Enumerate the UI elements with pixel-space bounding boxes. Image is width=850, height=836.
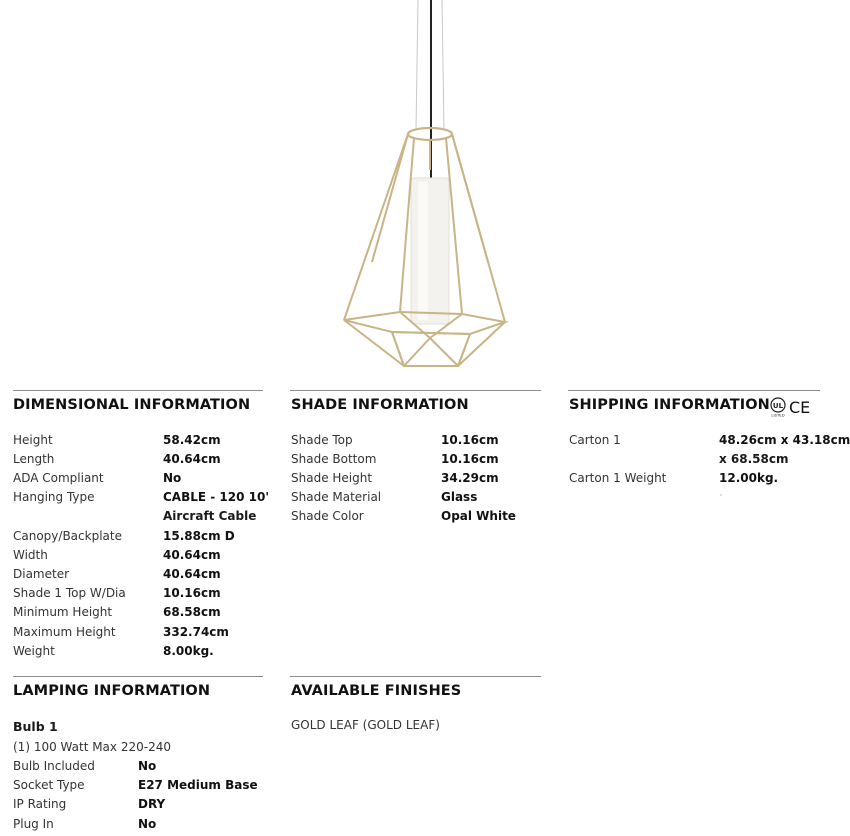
spec-value: 15.88cm D (163, 529, 235, 543)
spec-value: DRY (138, 797, 166, 811)
spec-label: Plug In (13, 817, 54, 831)
spec-value: No (163, 471, 182, 485)
spec-label: Bulb Included (13, 759, 95, 773)
spec-label: Length (13, 452, 55, 466)
spec-label: Height (13, 433, 53, 447)
divider-shade (290, 390, 541, 391)
spec-label: Carton 1 Weight (569, 471, 667, 485)
spec-value: No (138, 817, 157, 831)
svg-text:LISTED: LISTED (771, 412, 785, 418)
spec-value: 68.58cm (163, 605, 221, 619)
spec-label: Shade Color (291, 509, 364, 523)
spec-value: 10.16cm (441, 433, 499, 447)
spec-value: 332.74cm (163, 625, 229, 639)
pendant-lamp-image (330, 0, 520, 372)
spec-label: Socket Type (13, 778, 85, 792)
spec-label: Minimum Height (13, 605, 113, 619)
spec-label: Shade Bottom (291, 452, 377, 466)
spec-value: 40.64cm (163, 567, 221, 581)
spec-label: Shade 1 Top W/Dia (13, 586, 126, 600)
spec-label: Carton 1 (569, 433, 621, 447)
spec-value: 34.29cm (441, 471, 499, 485)
spec-label: Hanging Type (13, 490, 95, 504)
spec-value: 40.64cm (163, 548, 221, 562)
spec-value-continued: x 68.58cm (719, 452, 789, 466)
ce-mark-icon (789, 398, 810, 417)
finishes-title: AVAILABLE FINISHES (291, 683, 462, 699)
spec-label: ADA Compliant (13, 471, 104, 485)
spec-label: Maximum Height (13, 625, 116, 639)
divider-lamping (13, 676, 263, 677)
spec-label: Weight (13, 644, 55, 658)
divider-dimensional (13, 390, 263, 391)
spec-value: E27 Medium Base (138, 778, 258, 792)
spec-value: 12.00kg. (719, 471, 779, 485)
spec-value: 58.42cm (163, 433, 221, 447)
finish-item: GOLD LEAF (GOLD LEAF) (291, 718, 440, 732)
spec-value: CABLE - 120 10' (163, 490, 270, 504)
spec-label: Diameter (13, 567, 70, 581)
spec-label: Shade Top (291, 433, 353, 447)
spec-value: No (138, 759, 157, 773)
spec-label: Canopy/Backplate (13, 529, 122, 543)
stray-mark (720, 494, 722, 496)
certification-marks (769, 397, 825, 417)
spec-value: 8.00kg. (163, 644, 214, 658)
bulb-description: (1) 100 Watt Max 220-240 (13, 740, 171, 754)
spec-value: 40.64cm (163, 452, 221, 466)
bulb-title: Bulb 1 (13, 719, 58, 734)
lamping-title: LAMPING INFORMATION (13, 683, 211, 699)
shade-title: SHADE INFORMATION (291, 397, 469, 413)
shipping-title: SHIPPING INFORMATION (569, 397, 770, 413)
spec-label: IP Rating (13, 797, 67, 811)
spec-value-continued: Aircraft Cable (163, 509, 257, 523)
spec-label: Shade Height (291, 471, 373, 485)
spec-value: 10.16cm (441, 452, 499, 466)
spec-value: Glass (441, 490, 478, 504)
spec-label: Shade Material (291, 490, 382, 504)
divider-finishes (290, 676, 541, 677)
spec-value: 10.16cm (163, 586, 221, 600)
spec-value: Opal White (441, 509, 516, 523)
svg-text:UL: UL (772, 402, 784, 410)
dimensional-title: DIMENSIONAL INFORMATION (13, 397, 251, 413)
ul-listed-icon (771, 398, 785, 418)
spec-value: 48.26cm x 43.18cm (719, 433, 850, 447)
spec-label: Width (13, 548, 48, 562)
svg-text:CE: CE (789, 398, 811, 417)
divider-shipping (568, 390, 820, 391)
